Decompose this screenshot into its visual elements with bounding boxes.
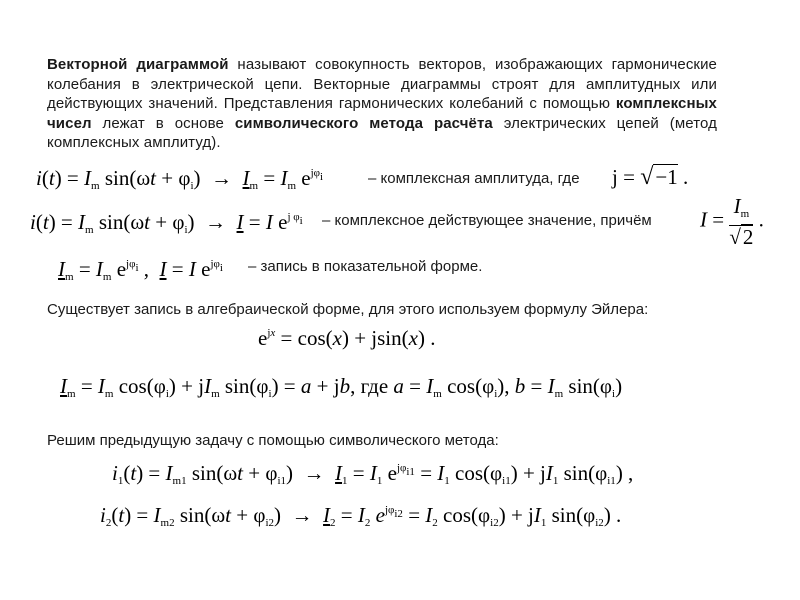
term-vector-diagram: Векторной диаграммой [47, 56, 229, 73]
intro-text-3: электрических цепей (метод комплексных амплитуд). [47, 114, 717, 151]
intro-text-1: называют совокупность векторов, изображающих гармонические колебания в электрической цепи. Векторные диаграммы строят для амплитудных или действующих значений. Представления гармонических колебаний с помощью [47, 56, 718, 112]
formula-exponential-form: $I_m = I_m$ $e^{j\varphi_i}$ , I = I $e^{j\varphi_i}$ [58, 257, 223, 283]
intro-paragraph [47, 55, 717, 153]
formula-complex-amplitude: $i(t) = I_m$ $\sin(\omega t + \varphi_i) \to I_m = I_m$ $e^{j\varphi_i}$ [36, 166, 324, 192]
formula-euler: $e^{jx} = \cos(x) + jsin(x)$ . [258, 326, 436, 350]
label-complex-amplitude: – комплексная амплитуда, где [368, 170, 580, 187]
algebraic-form-text: Существует запись в алгебраической форме, для этого используем формулу Эйлера: [47, 301, 649, 318]
formula-rms-relation: I = $\frac{I_m}{√2}$ . [700, 194, 764, 249]
solve-text: Решим предыдущую задачу с помощью символического метода: [47, 432, 499, 449]
term-symbolic-method: символического метода расчёта [234, 114, 493, 132]
formula-j-definition: j = √−1 . [612, 164, 689, 190]
formula-solution-1: $i_1(t) = I_{m1}$ $\sin(\omega t + \varphi_{i1}) \to I_1 = I_1$ $e^{j\varphi_{i1}} = I_1$ $\cos(\varphi_{i1}) + jI_1$ $\sin(\varphi_{i1})$ , [112, 461, 634, 487]
formula-complex-rms: $i(t) = I_m$ $\sin(\omega t + \varphi_i) \to I = I$ $e^{j \varphi_i}$ [30, 210, 303, 236]
label-complex-rms: – комплексное действующее значение, причём [322, 212, 652, 229]
formula-solution-2: $i_2(t) = I_{m2}$ $\sin(\omega t + \varphi_{i2}) \to I_2 = I_2$ $e^{j\varphi_{i2}} = I_2$ $\cos(\varphi_{i2}) + jI_1$ $\sin(\varphi_{i2})$ . [100, 503, 622, 529]
term-complex-numbers: комплексных чисел [47, 95, 717, 132]
label-exponential-form: – запись в показательной форме. [248, 258, 483, 275]
formula-algebraic: $I_m = I_m$ $\cos(\varphi_i) + jI_m$ $\sin(\varphi_i) = a$ + jb, где $a = I_m$ $\cos(\varphi_i)$, $b = I_m$ $\sin(\varphi_i)$ [60, 374, 623, 400]
intro-text-2: лежат в основе [91, 114, 235, 132]
